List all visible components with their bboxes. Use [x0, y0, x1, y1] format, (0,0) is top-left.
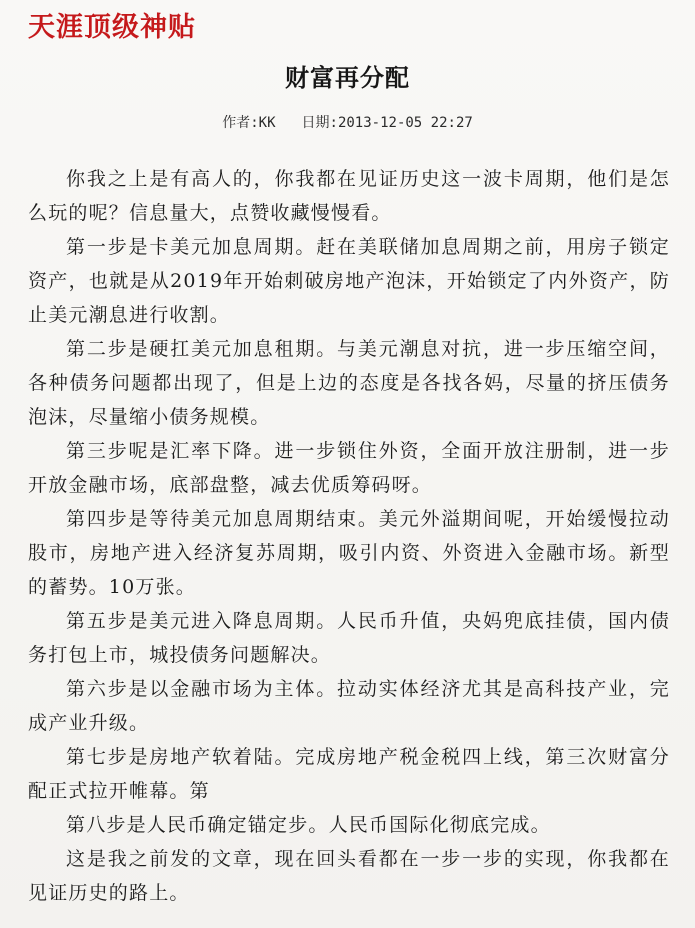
paragraph-intro: 你我之上是有高人的，你我都在见证历史这一波卡周期，他们是怎么玩的呢？信息量大，点赞收藏慢慢看。	[28, 168, 670, 224]
article-meta	[0, 112, 695, 134]
paragraph-step-4: 第四步是等待美元加息周期结束。美元外溢期间呢，开始缓慢拉动股市，房地产进入经济复苏周期，吸引内资、外资进入金融市场。新型的蓄势。10万张。	[28, 508, 670, 598]
paragraph-step-5: 第五步是美元进入降息周期。人民币升值，央妈兜底挂债，国内债务打包上市，城投债务问题解决。	[28, 610, 670, 666]
article-title: 财富再分配	[285, 64, 410, 92]
article-body	[28, 162, 670, 910]
paragraph-step-3: 第三步呢是汇率下降。进一步锁住外资，全面开放注册制，进一步开放金融市场，底部盘整，减去优质筹码呀。	[28, 440, 670, 496]
paragraph-step-1: 第一步是卡美元加息周期。赶在美联储加息周期之前，用房子锁定资产，也就是从2019年开始刺破房地产泡沫，开始锁定了内外资产，防止美元潮息进行收割。	[28, 236, 670, 326]
paragraph-step-2: 第二步是硬扛美元加息租期。与美元潮息对抗，进一步压缩空间，各种债务问题都出现了，但是上边的态度是各找各妈，尽量的挤压债务泡沫，尽量缩小债务规模。	[28, 338, 670, 428]
date-label: 日期:	[301, 115, 338, 131]
author-label: 作者:	[222, 115, 259, 131]
paragraph-step-6: 第六步是以金融市场为主体。拉动实体经济尤其是高科技产业，完成产业升级。	[28, 678, 670, 734]
paragraph-step-8: 第八步是人民币确定锚定步。人民币国际化彻底完成。	[66, 814, 551, 836]
site-title: 天涯顶级神贴	[28, 12, 196, 43]
paragraph-step-7: 第七步是房地产软着陆。完成房地产税金税四上线，第三次财富分配正式拉开帷幕。第	[28, 746, 670, 802]
paragraph-conclusion: 这是我之前发的文章，现在回头看都在一步一步的实现，你我都在见证历史的路上。	[28, 848, 670, 904]
post-date: 2013-12-05 22:27	[337, 115, 473, 131]
author-name: KK	[258, 115, 276, 131]
